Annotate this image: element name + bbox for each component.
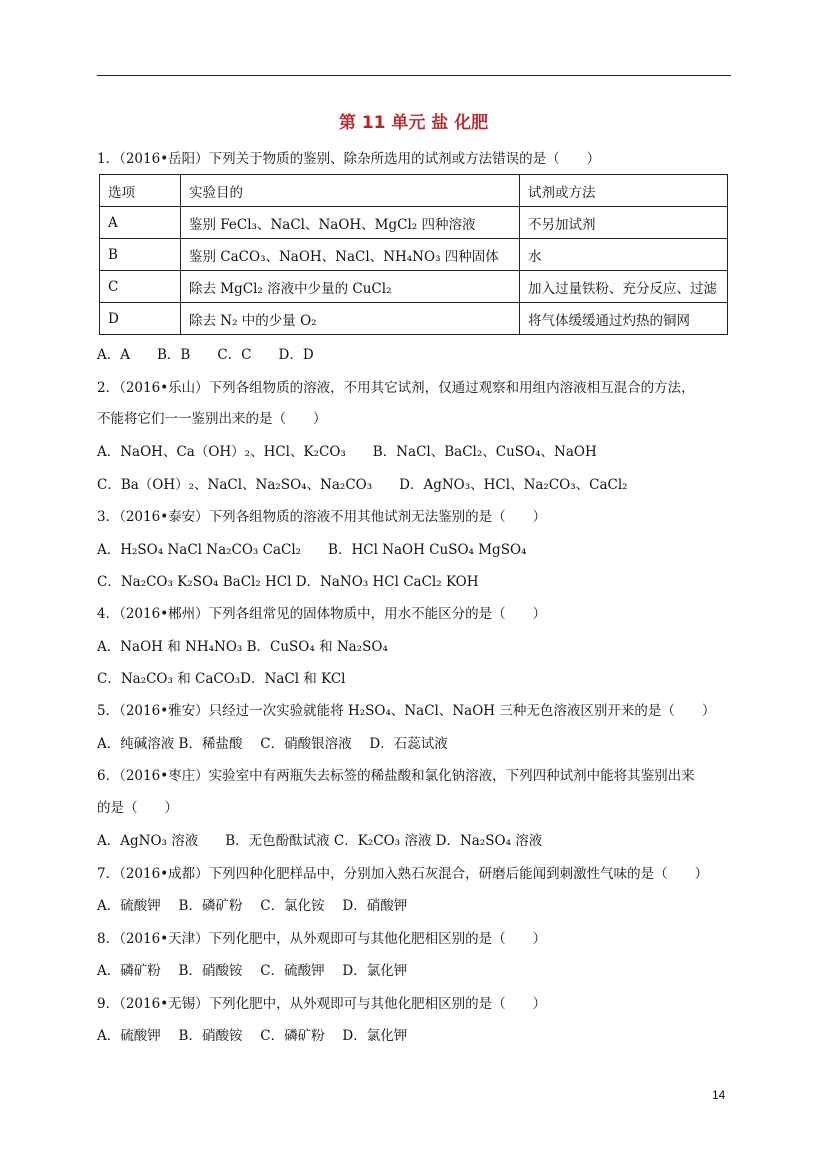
table-row [100,271,728,303]
question-7-stem: 7．（2016•成都）下列四种化肥样品中，分别加入熟石灰混合，研磨后能闻到刺激性气味的是（ ） [97,866,709,882]
table-cell: C [100,271,181,303]
table-row [100,207,728,239]
table-cell: 除去 N₂ 中的少量 O₂ [181,303,520,335]
question-7-options: A．硫酸钾 B．磷矿粉 C．氯化铵 D．硝酸钾 [97,898,408,914]
question-4-stem: 4．（2016•郴州）下列各组常见的固体物质中，用水不能区分的是（ ） [97,606,547,622]
table-cell: 不另加试剂 [520,207,728,239]
question-1-stem: 1．（2016•岳阳）下列关于物质的鉴别、除杂所选用的试剂或方法错误的是（ ） [97,151,601,167]
question-9-stem: 9．（2016•无锡）下列化肥中，从外观即可与其他化肥相区别的是（ ） [97,996,547,1012]
table-cell: 将气体缓缓通过灼热的铜网 [520,303,728,335]
question-3-options: C．Na₂CO₃ K₂SO₄ BaCl₂ HCl D．NaNO₃ HCl CaCl₂ KOH [97,574,479,590]
table-header-row [100,175,728,207]
table-cell: D [100,303,181,335]
table-cell: 鉴别 CaCO₃、NaOH、NaCl、NH₄NO₃ 四种固体 [181,239,520,271]
question-2-stem: 不能将它们一一鉴别出来的是（ ） [97,411,327,427]
question-6-stem: 的是（ ） [97,800,178,816]
table-header-cell: 实验目的 [181,175,520,207]
question-3-stem: 3．（2016•泰安）下列各组物质的溶液不用其他试剂无法鉴别的是（ ） [97,509,547,525]
question-3-options: A．H₂SO₄ NaCl Na₂CO₃ CaCl₂ B．HCl NaOH CuSO₄ MgSO₄ [97,542,527,558]
question-8-stem: 8．（2016•天津）下列化肥中，从外观即可与其他化肥相区别的是（ ） [97,931,547,947]
question-1-options: A．A B．B C．C D．D [97,347,314,363]
question-2-stem: 2．（2016•乐山）下列各组物质的溶液，不用其它试剂，仅通过观察和用组内溶液相互混合的方法， [97,380,695,396]
question-1-table [99,174,728,335]
table-cell: 水 [520,239,728,271]
table-cell: 加入过量铁粉、充分反应、过滤 [520,271,728,303]
header-rule [97,75,731,76]
question-2-options: C．Ba（OH）₂、NaCl、Na₂SO₄、Na₂CO₃ D．AgNO₃、HCl、Na₂CO₃、CaCl₂ [97,477,628,493]
question-4-options: C．Na₂CO₃ 和 CaCO₃D．NaCl 和 KCl [97,671,346,687]
table-cell: B [100,239,181,271]
page-title: 第 11 单元 盐 化肥 [338,113,489,133]
table-row [100,303,728,335]
question-8-options: A．磷矿粉 B．硝酸铵 C．硫酸钾 D．氯化钾 [97,963,408,979]
question-9-options: A．硫酸钾 B．硝酸铵 C．磷矿粉 D．氯化钾 [97,1028,408,1044]
table-row [100,239,728,271]
table-cell: 鉴别 FeCl₃、NaCl、NaOH、MgCl₂ 四种溶液 [181,207,520,239]
question-6-options: A．AgNO₃ 溶液 B．无色酚酞试液 C．K₂CO₃ 溶液 D．Na₂SO₄ 溶液 [97,833,543,849]
table-cell: A [100,207,181,239]
question-5-stem: 5．（2016•雅安）只经过一次实验就能将 H₂SO₄、NaCl、NaOH 三种无色溶液区别开来的是（ ） [97,703,716,719]
question-2-options: A．NaOH、Ca（OH）₂、HCl、K₂CO₃ B．NaCl、BaCl₂、CuSO₄、NaOH [97,444,597,460]
question-5-options: A．纯碱溶液 B．稀盐酸 C．硝酸银溶液 D．石蕊试液 [97,736,448,752]
table-cell: 除去 MgCl₂ 溶液中少量的 CuCl₂ [181,271,520,303]
table-header-cell: 试剂或方法 [520,175,728,207]
table-header-cell: 选项 [100,175,181,207]
page-number: 14 [712,1088,726,1102]
question-6-stem: 6．（2016•枣庄）实验室中有两瓶失去标签的稀盐酸和氯化钠溶液，下列四种试剂中能将其鉴别出来 [97,768,695,784]
question-4-options: A．NaOH 和 NH₄NO₃ B．CuSO₄ 和 Na₂SO₄ [97,639,388,655]
